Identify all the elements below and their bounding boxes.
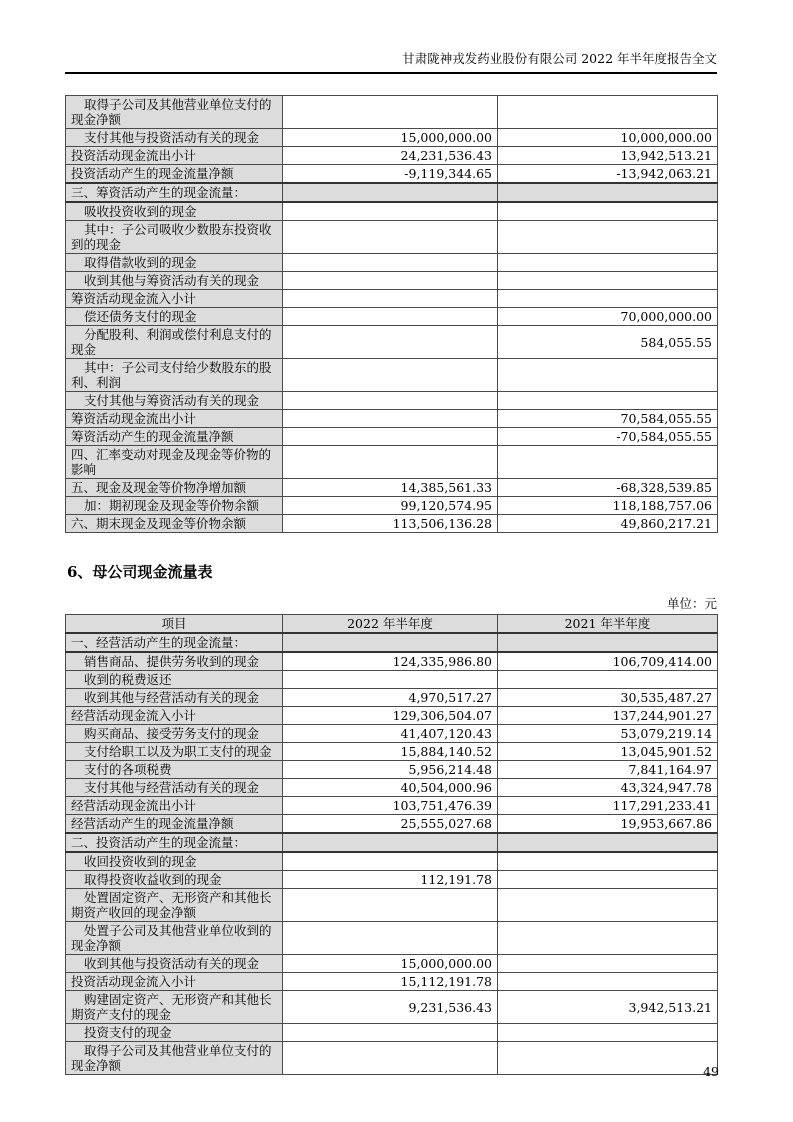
table-row	[66, 202, 718, 221]
value-cell-2021: 13,942,513.21	[498, 147, 718, 165]
value-cell-2022	[283, 326, 498, 359]
table-row	[66, 707, 718, 725]
item-label-cell	[66, 272, 283, 290]
value-cell-2022	[283, 221, 498, 254]
item-label: 投资活动现金流出小计	[71, 148, 197, 163]
value-cell-2022: 129,306,504.07	[283, 707, 498, 725]
value-cell-2021: 30,535,487.27	[498, 689, 718, 707]
value-cell-2021	[498, 392, 718, 410]
item-label: 购建固定资产、无形资产和其他长期资产支付的现金	[71, 992, 272, 1022]
value-cell-2022	[283, 183, 498, 202]
item-label: 取得投资收益收到的现金	[84, 872, 222, 887]
table-row	[66, 515, 718, 533]
value-cell-2021: 19,953,667.86	[498, 815, 718, 834]
value-cell-2022	[283, 290, 498, 308]
unit-row	[65, 596, 717, 611]
item-label-cell	[66, 671, 283, 689]
value-cell-2022: 14,385,561.33	[283, 479, 498, 497]
value-cell-2021	[498, 290, 718, 308]
value-cell-2021	[498, 254, 718, 272]
table-row	[66, 308, 718, 326]
value-cell-2021	[498, 1042, 718, 1075]
item-label-cell	[66, 955, 283, 973]
table-row	[66, 272, 718, 290]
item-label-cell	[66, 147, 283, 165]
value-cell-2021	[498, 272, 718, 290]
item-label-cell	[66, 689, 283, 707]
table-row	[66, 689, 718, 707]
value-cell-2021	[498, 202, 718, 221]
value-cell-2021	[498, 833, 718, 852]
item-label: 二、投资活动产生的现金流量：	[71, 835, 247, 850]
item-label: 五、现金及现金等价物净增加额	[71, 480, 247, 495]
parent-cashflow-table-body	[66, 633, 718, 1075]
table-row	[66, 743, 718, 761]
value-cell-2022: -9,119,344.65	[283, 165, 498, 184]
item-label-cell	[66, 392, 283, 410]
consolidated-cashflow-table	[65, 95, 718, 533]
value-cell-2022	[283, 852, 498, 871]
value-cell-2021	[498, 446, 718, 479]
item-label-cell	[66, 308, 283, 326]
value-cell-2021: 137,244,901.27	[498, 707, 718, 725]
value-cell-2022: 15,112,191.78	[283, 973, 498, 991]
page-content	[65, 0, 717, 1075]
item-label: 其中：子公司支付给少数股东的股利、利润	[71, 360, 272, 390]
item-label: 吸收投资收到的现金	[84, 204, 197, 219]
value-cell-2021: 106,709,414.00	[498, 652, 718, 671]
value-cell-2021	[498, 221, 718, 254]
value-cell-2021: 3,942,513.21	[498, 991, 718, 1024]
item-label: 投资支付的现金	[84, 1025, 172, 1040]
column-header-2022: 2022 年半年度	[283, 615, 498, 634]
item-label-cell	[66, 254, 283, 272]
item-label-cell	[66, 497, 283, 515]
table-row	[66, 991, 718, 1024]
item-label: 筹资活动现金流出小计	[71, 411, 197, 426]
item-label-cell	[66, 326, 283, 359]
value-cell-2022	[283, 446, 498, 479]
item-label-cell	[66, 446, 283, 479]
table-row	[66, 96, 718, 129]
table-row	[66, 1024, 718, 1042]
item-label-cell	[66, 290, 283, 308]
value-cell-2021	[498, 871, 718, 889]
column-header-item: 项目	[66, 615, 283, 634]
item-label-cell	[66, 221, 283, 254]
table-row	[66, 652, 718, 671]
parent-cashflow-table	[65, 614, 718, 1075]
item-label-cell	[66, 428, 283, 446]
value-cell-2022	[283, 633, 498, 652]
value-cell-2021	[498, 973, 718, 991]
value-cell-2022	[283, 254, 498, 272]
table-row	[66, 955, 718, 973]
item-label-cell	[66, 889, 283, 922]
value-cell-2022	[283, 671, 498, 689]
value-cell-2021: 13,045,901.52	[498, 743, 718, 761]
value-cell-2021: 70,000,000.00	[498, 308, 718, 326]
item-label-cell	[66, 183, 283, 202]
item-label: 处置固定资产、无形资产和其他长期资产收回的现金净额	[71, 890, 272, 920]
item-label: 经营活动现金流入小计	[71, 708, 197, 723]
item-label-cell	[66, 479, 283, 497]
table-row	[66, 833, 718, 852]
item-label: 取得子公司及其他营业单位支付的现金净额	[71, 97, 272, 127]
unit-label: 单位：元	[666, 596, 717, 611]
table-row	[66, 973, 718, 991]
table-row	[66, 671, 718, 689]
value-cell-2022	[283, 96, 498, 129]
item-label: 四、汇率变动对现金及现金等价物的影响	[71, 447, 272, 477]
item-label: 支付给职工以及为职工支付的现金	[84, 744, 272, 759]
value-cell-2022	[283, 1024, 498, 1042]
value-cell-2021	[498, 633, 718, 652]
item-label: 收到的税费返还	[84, 672, 172, 687]
document-header	[65, 0, 717, 67]
item-label: 经营活动产生的现金流量净额	[71, 816, 234, 831]
value-cell-2022	[283, 922, 498, 955]
table-row	[66, 497, 718, 515]
value-cell-2022	[283, 1042, 498, 1075]
table-row	[66, 852, 718, 871]
item-label-cell	[66, 725, 283, 743]
value-cell-2022	[283, 359, 498, 392]
table-row	[66, 633, 718, 652]
value-cell-2022: 15,884,140.52	[283, 743, 498, 761]
item-label: 取得子公司及其他营业单位支付的现金净额	[71, 1043, 272, 1073]
table-row	[66, 479, 718, 497]
item-label-cell	[66, 633, 283, 652]
value-cell-2022: 25,555,027.68	[283, 815, 498, 834]
item-label-cell	[66, 779, 283, 797]
value-cell-2022: 99,120,574.95	[283, 497, 498, 515]
item-label-cell	[66, 743, 283, 761]
item-label-cell	[66, 973, 283, 991]
item-label-cell	[66, 922, 283, 955]
value-cell-2021	[498, 1024, 718, 1042]
item-label: 购买商品、接受劳务支付的现金	[84, 726, 260, 741]
value-cell-2021	[498, 671, 718, 689]
item-label-cell	[66, 165, 283, 184]
value-cell-2021: 584,055.55	[498, 326, 718, 359]
table-row	[66, 1042, 718, 1075]
item-label: 分配股利、利润或偿付利息支付的现金	[71, 327, 272, 357]
value-cell-2021: -13,942,063.21	[498, 165, 718, 184]
table-row	[66, 290, 718, 308]
value-cell-2021	[498, 955, 718, 973]
value-cell-2021	[498, 183, 718, 202]
table-header-row	[66, 615, 718, 634]
item-label-cell	[66, 797, 283, 815]
value-cell-2022: 5,956,214.48	[283, 761, 498, 779]
item-label-cell	[66, 515, 283, 533]
item-label-cell	[66, 815, 283, 834]
value-cell-2022	[283, 428, 498, 446]
item-label-cell	[66, 96, 283, 129]
item-label-cell	[66, 833, 283, 852]
item-label-cell	[66, 871, 283, 889]
item-label: 支付其他与筹资活动有关的现金	[84, 393, 260, 408]
value-cell-2021: 70,584,055.55	[498, 410, 718, 428]
item-label: 筹资活动产生的现金流量净额	[71, 429, 234, 444]
value-cell-2021	[498, 889, 718, 922]
table-row	[66, 392, 718, 410]
item-label: 筹资活动现金流入小计	[71, 291, 197, 306]
table-row	[66, 779, 718, 797]
value-cell-2022	[283, 410, 498, 428]
value-cell-2022: 124,335,986.80	[283, 652, 498, 671]
value-cell-2021: 118,188,757.06	[498, 497, 718, 515]
column-header-2021: 2021 年半年度	[498, 615, 718, 634]
page-number: 49	[703, 1064, 719, 1079]
consolidated-cashflow-table-body	[66, 96, 718, 533]
value-cell-2021: -70,584,055.55	[498, 428, 718, 446]
table-row	[66, 165, 718, 184]
item-label: 收回投资收到的现金	[84, 854, 197, 869]
value-cell-2021	[498, 852, 718, 871]
item-label: 投资活动现金流入小计	[71, 974, 197, 989]
item-label-cell	[66, 852, 283, 871]
value-cell-2022	[283, 272, 498, 290]
value-cell-2022	[283, 889, 498, 922]
item-label: 支付的各项税费	[84, 762, 172, 777]
item-label: 三、筹资活动产生的现金流量：	[71, 185, 247, 200]
item-label-cell	[66, 1042, 283, 1075]
value-cell-2021: 49,860,217.21	[498, 515, 718, 533]
item-label: 收到其他与投资活动有关的现金	[84, 956, 260, 971]
item-label-cell	[66, 202, 283, 221]
item-label-cell	[66, 359, 283, 392]
table-row	[66, 183, 718, 202]
table-row	[66, 147, 718, 165]
value-cell-2022: 15,000,000.00	[283, 955, 498, 973]
table-row	[66, 889, 718, 922]
item-label-cell	[66, 652, 283, 671]
item-label: 偿还债务支付的现金	[84, 309, 197, 324]
item-label: 加：期初现金及现金等价物余额	[84, 498, 260, 513]
parent-cashflow-table-head	[66, 615, 718, 634]
table-row	[66, 922, 718, 955]
value-cell-2022	[283, 308, 498, 326]
item-label: 收到其他与筹资活动有关的现金	[84, 273, 260, 288]
item-label: 销售商品、提供劳务收到的现金	[84, 654, 260, 669]
item-label: 六、期末现金及现金等价物余额	[71, 516, 247, 531]
item-label: 经营活动现金流出小计	[71, 798, 197, 813]
table-row	[66, 725, 718, 743]
table-row	[66, 871, 718, 889]
table-row	[66, 761, 718, 779]
table-row	[66, 254, 718, 272]
value-cell-2022: 4,970,517.27	[283, 689, 498, 707]
table-row	[66, 797, 718, 815]
item-label: 支付其他与经营活动有关的现金	[84, 780, 260, 795]
table-row	[66, 326, 718, 359]
value-cell-2022	[283, 833, 498, 852]
value-cell-2022: 103,751,476.39	[283, 797, 498, 815]
value-cell-2022: 15,000,000.00	[283, 129, 498, 147]
table-row	[66, 129, 718, 147]
value-cell-2022: 41,407,120.43	[283, 725, 498, 743]
item-label-cell	[66, 410, 283, 428]
table-row	[66, 221, 718, 254]
item-label-cell	[66, 129, 283, 147]
value-cell-2021: 43,324,947.78	[498, 779, 718, 797]
section-title: 6、母公司现金流量表	[67, 563, 213, 581]
table-row	[66, 815, 718, 834]
value-cell-2021: 53,079,219.14	[498, 725, 718, 743]
value-cell-2022: 40,504,000.96	[283, 779, 498, 797]
item-label-cell	[66, 1024, 283, 1042]
value-cell-2022: 24,231,536.43	[283, 147, 498, 165]
item-label: 一、经营活动产生的现金流量：	[71, 635, 247, 650]
table-row	[66, 359, 718, 392]
value-cell-2022	[283, 202, 498, 221]
item-label-cell	[66, 707, 283, 725]
table-row	[66, 410, 718, 428]
value-cell-2021: 10,000,000.00	[498, 129, 718, 147]
item-label: 取得借款收到的现金	[84, 255, 197, 270]
item-label: 处置子公司及其他营业单位收到的现金净额	[71, 923, 272, 953]
header-title: 甘肃陇神戎发药业股份有限公司 2022 年半年度报告全文	[402, 51, 717, 66]
value-cell-2021: -68,328,539.85	[498, 479, 718, 497]
item-label: 投资活动产生的现金流量净额	[71, 166, 234, 181]
table-row	[66, 446, 718, 479]
value-cell-2021: 117,291,233.41	[498, 797, 718, 815]
header-divider	[65, 72, 717, 74]
table-row	[66, 428, 718, 446]
item-label-cell	[66, 761, 283, 779]
value-cell-2021	[498, 922, 718, 955]
value-cell-2021	[498, 359, 718, 392]
value-cell-2021: 7,841,164.97	[498, 761, 718, 779]
value-cell-2022: 9,231,536.43	[283, 991, 498, 1024]
item-label-cell	[66, 991, 283, 1024]
item-label: 其中：子公司吸收少数股东投资收到的现金	[71, 222, 272, 252]
value-cell-2022	[283, 392, 498, 410]
value-cell-2021	[498, 96, 718, 129]
value-cell-2022: 112,191.78	[283, 871, 498, 889]
value-cell-2022: 113,506,136.28	[283, 515, 498, 533]
item-label: 支付其他与投资活动有关的现金	[84, 130, 260, 145]
item-label: 收到其他与经营活动有关的现金	[84, 690, 260, 705]
